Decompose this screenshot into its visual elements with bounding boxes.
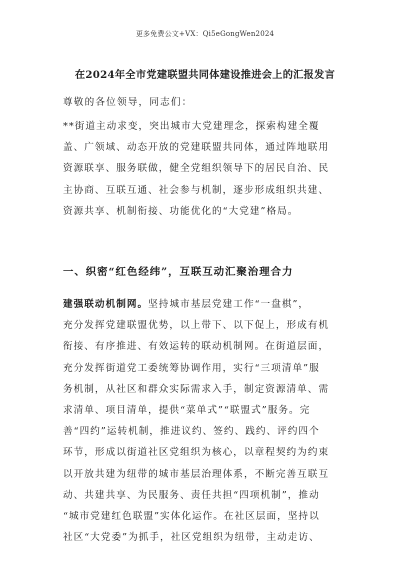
section-line: 善“四约”运转机制，推进议约、签约、践约、评约四个: [63, 426, 320, 438]
intro-paragraph: [63, 116, 353, 222]
section-line: 衔接、有序推进、有效运转的联动机制网。在街道层面，: [63, 341, 330, 353]
section-line: 动、共建共享、为民服务、责任共担“四项机制”，推动: [63, 489, 320, 501]
intro-line: 盖、广领域、动态开放的党建联盟共同体，通过阵地联用: [63, 142, 330, 154]
section-line: 环节，形成以街道社区党组织为核心，以章程契约为约束: [63, 447, 330, 459]
salutation: 尊敬的各位领导，同志们：: [63, 97, 193, 108]
section-heading: 一、织密“红色经纬”，互联互动汇聚治理合力: [63, 266, 294, 278]
section-line: “城市党建红色联盟”实体化运作。在社区层面，坚持以: [63, 511, 320, 523]
intro-line: 资源联享、服务联做，健全党组织领导下的居民自治、民: [63, 163, 330, 175]
section-first-line: [63, 294, 353, 315]
section-line: 以开放共建为纽带的城市基层治理体系，不断完善互联互: [63, 468, 330, 480]
header-note: 更多免费公文+VX：Qi5eGongWen2024: [135, 30, 275, 38]
section-first-rest: 坚持城市基层党建工作“一盘棋”，: [148, 299, 310, 310]
section-line: 务机制，从社区和群众实际需求入手，制定资源清单、需: [63, 383, 330, 395]
section-line: 社区“大党委”为抓手，社区党组织为纽带，主动走访、: [63, 532, 320, 544]
section-line: 充分发挥党建联盟优势，以上带下、以下促上，形成有机: [63, 320, 330, 332]
section-line: 求清单、项目清单，提供“菜单式”“联盟式”服务。完: [63, 405, 311, 417]
section-line: 充分发挥街道党工委统筹协调作用，实行“三项清单”服: [63, 362, 320, 374]
intro-line: 主协商、互联互通、社会参与机制，逐步形成组织共建、: [63, 184, 330, 196]
section-paragraph: [63, 294, 353, 548]
section-lead: 建强联动机制网。: [63, 299, 149, 310]
intro-line: 资源共享、机制衔接、功能优化的“大党建”格局。: [63, 205, 299, 217]
intro-line: **街道主动求变，突出城市大党建理念，探索构建全覆: [63, 121, 320, 132]
document-title: 在2024年全市党建联盟共同体建设推进会上的汇报发言: [74, 69, 336, 81]
